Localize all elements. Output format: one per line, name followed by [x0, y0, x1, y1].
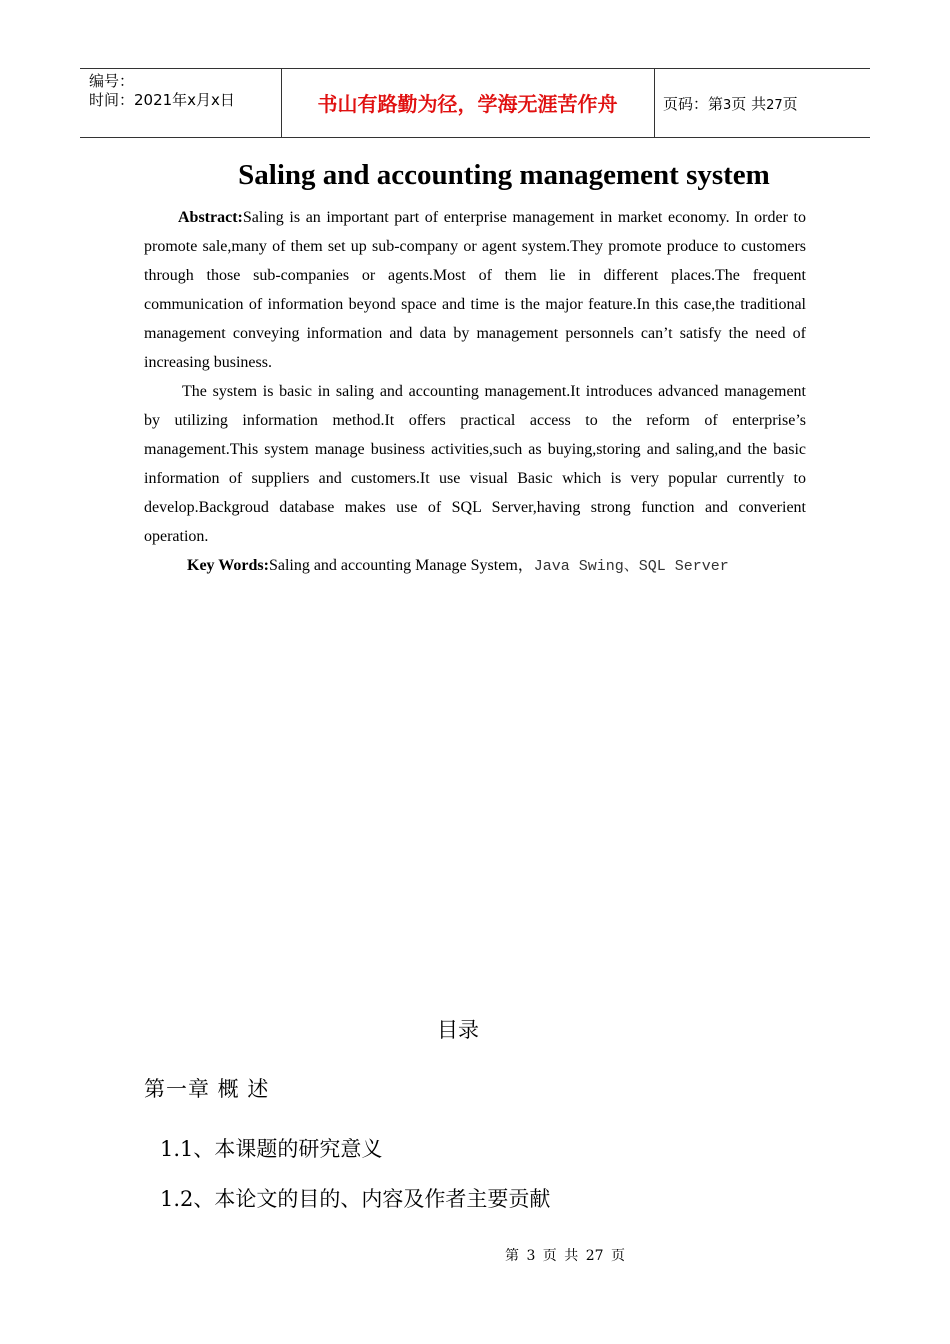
document-header: [80, 68, 870, 138]
abstract-label: Abstract:: [178, 209, 243, 226]
keywords-line: Key Words:Saling and accounting Manage System，Java Swing、SQL Server: [187, 557, 729, 575]
header-meta-cell: [80, 69, 282, 137]
header-page-cell: [654, 69, 870, 137]
abstract-paragraph-1: Abstract:Saling is an important part of enterprise management in market economy. In order to promote sale,many of them set up sub-company or agent system.They promote produce to customers through those sub-companies or agents.Most of them lie in different places.The frequent communication of information beyond space and time is the major feature.In this case,the traditional management conveying information and data by management personnels can’t satisfy the need of increasing business.: [144, 209, 806, 371]
header-motto-cell: [281, 69, 655, 137]
toc-item-1-1[interactable]: 1.1、本课题的研究意义: [160, 1137, 383, 1161]
motto: 书山有路勤为径，学海无涯苦作舟: [317, 92, 618, 116]
page-current: 3: [723, 98, 732, 113]
toc-title: 目录: [437, 1018, 479, 1042]
toc-item-1-2[interactable]: 1.2、本论文的目的、内容及作者主要贡献: [160, 1187, 551, 1211]
abstract-paragraph-2: The system is basic in saling and accounting management.It introduces advanced management by utilizing information method.It offers practical access to the reform of enterprise’s management.This system manage business activities,such as buying,storing and saling,and the basic information of suppliers and customers.It use visual Basic which is very popular currently to develop.Backgroud database makes use of SQL Server,having strong function and converient operation.: [144, 383, 806, 545]
number-label: 编号：: [89, 72, 135, 90]
document-title: Saling and accounting management system: [238, 159, 770, 191]
time-label: 时间：2021年x月x日: [89, 91, 235, 109]
keywords-label: Key Words:: [187, 557, 269, 574]
toc-chapter-1[interactable]: 第一章 概 述: [144, 1077, 270, 1101]
page-indicator: 页码：第3页 共27页: [663, 95, 798, 113]
page-total: 27: [766, 98, 783, 113]
page-footer: 第 3 页 共 27 页: [505, 1248, 625, 1264]
